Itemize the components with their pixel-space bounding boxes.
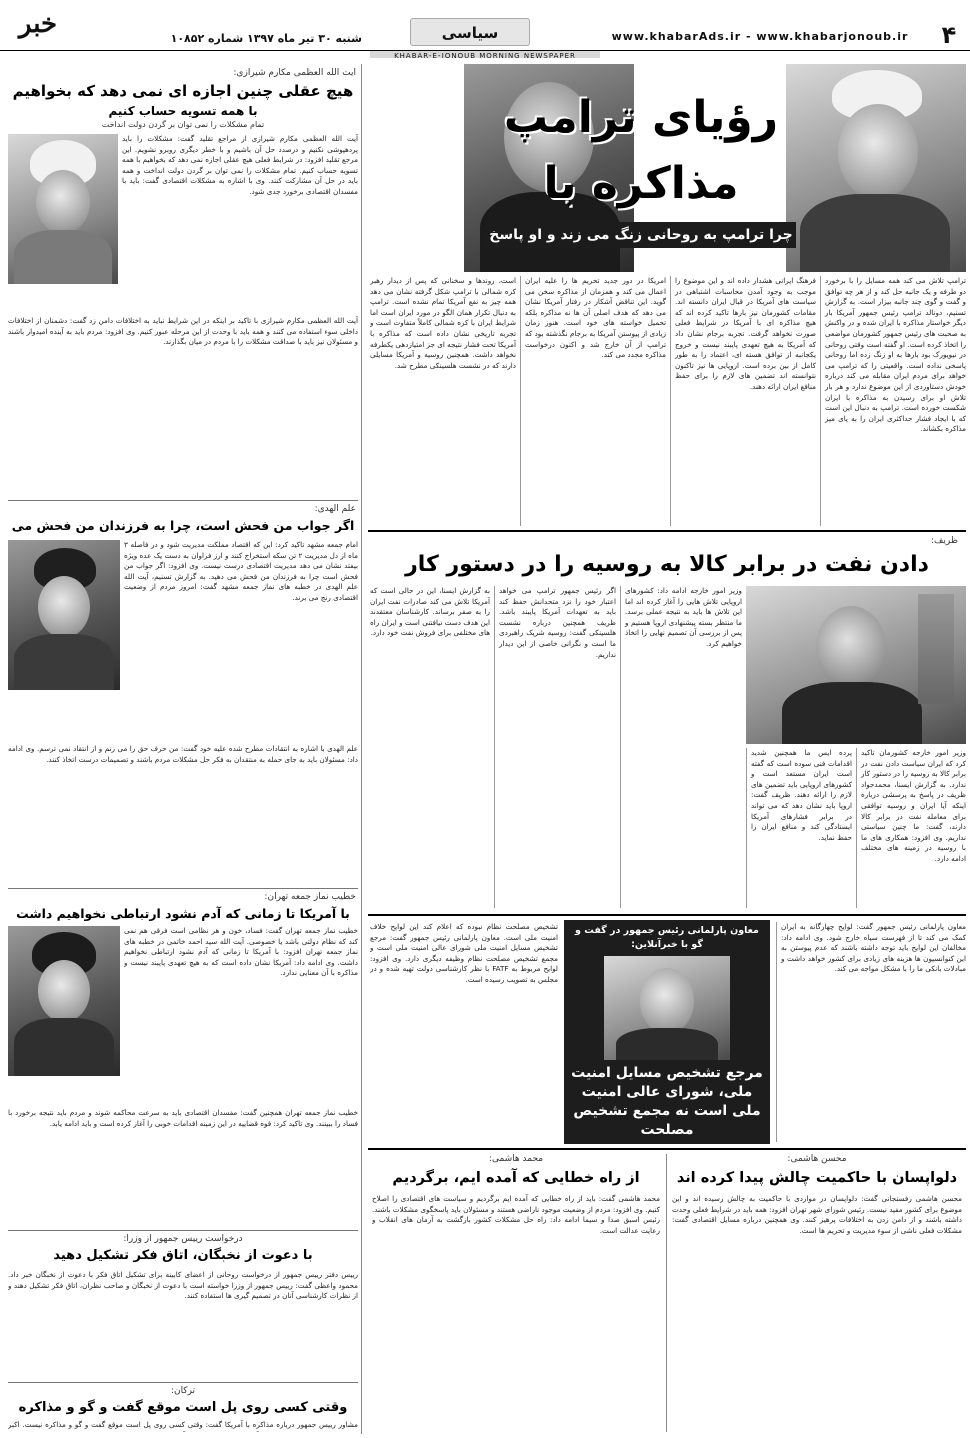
khatami-body-2: خطیب نماز جمعه تهران همچنین گفت: مفسدان اقتصادی باید به سرعت محاکمه شوند و مردم باید نتیجه برخورد با فساد را ببینند. وی تاکید کرد: قوه قضاییه در این زمینه اقدامات خوبی را آغاز کرده است و باید ادامه یابد. bbox=[8, 1108, 358, 1128]
khatami-body: خطیب نماز جمعه تهران گفت: فساد، خون و هر نظامی است فرقی هم نمی کند که نظام دولتی باشد یا خصوصی. آیت الله سید احمد خاتمی در خطبه های نماز جمعه تهران افزود: با آمریکا تا زمانی که آدم نشود ارتباطی نخواهیم داشت. وی ادامه داد: آمریکا نشان داده است که به هیچ تعهدی پایبند نیست و مذاکره با آن معنایی ندارد. bbox=[124, 926, 358, 978]
vahidi-caption: مرجع تشخیص مسایل امنیت ملی، شورای عالی امنیت ملی است نه مجمع تشخیص مصلحت bbox=[571, 1065, 763, 1138]
mohsen-hashemi-body: محسن هاشمی رفسنجانی گفت: دلواپسان در مواردی با حاکمیت به چالش رسیده اند و این موضوع برای کشور مفید نیست. رئیس شورای شهر تهران افزود: همه باید در شرایط فعلی وحدت داشته باشند و از دامن زدن به اختلافات پرهیز کنند. وی همچنین درباره مسایل اقتصادی گفت: مشکلات فعلی ناشی از سوء مدیریت و تحریم ها است. bbox=[672, 1194, 962, 1235]
lead-col-3: امریکا در دور جدید تحریم ها را علیه ایران اعمال می کند و همزمان از مذاکره سخن می گوید. این تناقض آشکار در رفتار آمریکا نشان می دهد که هدف اصلی آن ها نه مذاکره بلکه تحمیل خواسته های خود است. هنوز زمان زیادی از پیوستن آمریکا به برجام نگذشته بود که ترامپ از آن خارج شد و اکنون درخواست مذاکره مجدد می کند. bbox=[520, 276, 666, 526]
masthead bbox=[0, 0, 970, 58]
makarem-headline: هیچ عقلی چنین اجازه ای نمی دهد که بخواهیم bbox=[12, 82, 354, 100]
mohsen-hashemi-story bbox=[668, 1150, 966, 1434]
lead-col-2: فرهنگ ایرانی هشدار داده اند و این موضوع را موجب به وجود آمدن محاسبات اشتباهی در سیاست های آمریکا در قبال ایران دانسته اند. مقامات کشورمان نیز بارها تاکید کرده اند که هیچ مذاکره ای با آمریکا در شرایط فعلی صورت نخواهد گرفت. تجربه برجام نشان داد که آمریکا به هیچ تعهدی پایبند نیست و خروج یکجانبه از توافق هسته ای، اعتماد را به طور کامل از بین برده است. اروپایی ها نیز تاکنون نتوانسته اند تضمین های لازم را برای حفظ منافع ایران ارائه دهند. bbox=[670, 276, 816, 526]
lead-col-1: ترامپ تلاش می کند همه مسایل را با برخورد دو طرفه و یک جانبه حل کند و از هر چه توافق و گفت و گوی چند جانبه بیزار است. به گزارش تسنیم، دونالد ترامپ رئیس جمهور آمریکا بار دیگر خواستار مذاکره با ایران شده و در واکنش به صحبت های رئیس جمهور کشورمان مواضعی را اتخاذ کرده است. او گفته است وقتی روحانی در نیویورک بود بارها به او زنگ زده اما روحانی پاسخی نداده است. واقعیتی را که ترامپ می خواهد برای مردم ایران مقابله می کند درباره خودش دستاوردی از این موضوع ندارد و هر بار تلاش او برای رسیدن به مذاکره با ایران شکست خورده است. ترامپ به دنبال این است که با ایجاد فشار حداکثری ایران را به پای میز مذاکره بکشاند. bbox=[820, 276, 966, 526]
makarem-photo bbox=[8, 134, 118, 284]
column-divider bbox=[666, 1154, 667, 1432]
divider bbox=[8, 888, 358, 889]
vahidi-feature-box bbox=[564, 920, 770, 1144]
nokhbegan-body: رییس دفتر رییس جمهور از درخواست روحانی از اعضای کابینه برای تشکیل اتاق فکر با دعوت از نخبگان خبر داد. محمود واعظی گفت: رییس جمهور از وزرا خواسته است با دعوت از نخبگان و صاحب نظران، اتاق فکر تشکیل دهند و از نظرات کارشناسی آنان در تصمیم گیری ها استفاده کنند. bbox=[8, 1270, 358, 1301]
zarif-headline: دادن نفت در برابر کالا به روسیه را در دستور کار bbox=[405, 552, 929, 577]
alamolhoda-headline: اگر جواب من فحش است، چرا به فرزندان من فحش می bbox=[11, 518, 355, 533]
zarif-story bbox=[368, 530, 966, 910]
lead-banner bbox=[368, 64, 966, 272]
bottom-stories bbox=[368, 1148, 966, 1434]
nokhbegan-headline: با دعوت از نخبگان، اتاق فکر تشکیل دهید bbox=[53, 1248, 313, 1263]
page-number: ۴ bbox=[941, 21, 957, 49]
vahidi-col-left: تشخیص مصلحت نظام نبوده که اعلام کند این لوایح خلاف امنیت ملی است. معاون پارلمانی رئیس جمهور گفت: مرجع تشخیص مسایل امنیت ملی شورای عالی امنیت ملی است و مجمع تشخیص مصلحت نظام وظیفه دیگری دارد. وی افزود: لوایح مربوط به FATF با نظر کارشناسی دولت تهیه شده و در مجلس به تصویب رسیده است. bbox=[370, 922, 558, 984]
zarif-col-2: پرده ایس ما همچنین شدید اقدامات فنی سوده است که گفته است ایران مستعد است و کشورهای اروپایی باید تضمین های لازم را ارائه دهند. ظریف گفت: اروپا باید نشان دهد که می تواند در برابر فشارهای آمریکا ایستادگی کند و منافع ایران را حفظ نماید. bbox=[746, 748, 852, 908]
divider bbox=[8, 500, 358, 501]
mohsen-hashemi-headline: دلواپسان با حاکمیت چالش پیدا کرده اند bbox=[676, 1170, 958, 1186]
rouhani-photo bbox=[786, 64, 966, 272]
alamolhoda-kicker: علم الهدی: bbox=[314, 504, 356, 514]
zarif-col-5: به گزارش ایسنا، این در حالی است که آمریکا تلاش می کند صادرات نفت ایران را به صفر برساند. کارشناسان معتقدند این هدف دست نیافتنی است و ایران راه های مختلفی برای فروش نفت خود دارد. bbox=[370, 586, 490, 638]
mohammad-hashemi-body: محمد هاشمی گفت: باید از راه خطایی که آمده ایم برگردیم و سیاست های اقتصادی را اصلاح کنیم. وی افزود: مردم از وضعیت موجود ناراضی هستند و مسئولان باید پاسخگوی مشکلات باشند. رئیس اسبق صدا و سیما ادامه داد: راه حل مشکلات کشور بازگشت به آرمان های انقلاب و رعایت عدالت است. bbox=[372, 1194, 660, 1235]
khatami-headline: با آمریکا تا زمانی که آدم نشود ارتباطی نخواهیم داشت bbox=[16, 906, 350, 921]
website-url: www.khabarAds.ir - www.khabarjonoub.ir bbox=[611, 30, 909, 43]
mohammad-hashemi-headline: از راه خطایی که آمده ایم، برگردیم bbox=[392, 1170, 640, 1186]
zarif-photo bbox=[746, 586, 966, 744]
banner-strip: KHABAR-E-JONOUB MORNING NEWSPAPER bbox=[370, 51, 600, 58]
alamolhoda-body: امام جمعه مشهد تاکید کرد: این که اقتصاد مملکت مدیریت شود و در فاصله ۳ ماه از دل مدیریت ۲ تن سکه استخراج کنند و ارز فراوان به دست یک عده ویژه بیفتد نشان می دهد مدیریت اقتصادی درست نیست. وی افزود: اگر جواب من فحش است چرا به فرزندان من فحش می دهید. به گزارش تسنیم، آیت الله علم الهدی در خطبه های نماز جمعه مشهد گفت: امروز مردم از وضعیت اقتصادی رنج می برند. bbox=[124, 540, 358, 602]
lead-story bbox=[368, 64, 966, 526]
date-line: شنبه ۳۰ تیر ماه ۱۳۹۷ شماره ۱۰۸۵۲ bbox=[170, 32, 362, 45]
zarif-col-4: اگر رئیس جمهور ترامپ می خواهد اعتبار خود را نزد متحدانش حفظ کند باید به تعهدات آمریکا پایبند باشد. ظریف همچنین درباره نشست هلسینکی گفت: روسیه شریک راهبردی ما است و نگرانی خاصی از این دیدار نداریم. bbox=[494, 586, 616, 908]
mohammad-hashemi-kicker: محمد هاشمی: bbox=[488, 1154, 544, 1164]
vahidi-photo bbox=[604, 956, 730, 1060]
sidebar bbox=[4, 64, 362, 1434]
vahidi-interview bbox=[368, 914, 966, 1144]
zarif-kicker: ظریف: bbox=[931, 536, 958, 546]
newspaper-logo: خبر bbox=[18, 9, 58, 39]
makarem-headline-2: با همه تسویه حساب کنیم bbox=[108, 104, 258, 118]
makarem-body-2: آیت الله العظمی مکارم شیرازی با تاکید بر اینکه در این شرایط نباید به اختلافات دامن زد گفت: دشمنان از اختلافات داخلی سوء استفاده می کنند و همه باید با وحدت از این مرحله عبور کنیم. وی افزود: مردم باید به آینده امیدوار باشند و مسئولان نیز باید با صداقت مشکلات را با مردم در میان بگذارند. bbox=[8, 316, 358, 347]
makarem-body: آیت الله العظمی مکارم شیرازی از مراجع تقلید گفت: مشکلات را باید پردهپوشی نکنیم و درصدد حل آن باشیم و با خطر دیگری روبرو نشویم. این مرجع تقلید افزود: در شرایط فعلی هیچ عقلی اجازه نمی دهد که بخواهیم با همه تسویه حساب کنیم. تمام مشکلات را نمی توان بر گردن دولت انداخت و همه باید در حل آن مشارکت کنند. وی با اشاره به مشکلات اقتصادی گفت: باید با مفسدان اقتصادی برخورد جدی شود. bbox=[122, 134, 358, 196]
divider bbox=[8, 1382, 358, 1383]
lead-subhead: چرا ترامپ به روحانی زنگ می زند و او پاسخ bbox=[486, 222, 796, 248]
mohsen-hashemi-kicker: محسن هاشمی: bbox=[787, 1154, 847, 1164]
makarem-kicker: آیت الله العظمی مکارم شیرازی: bbox=[233, 68, 356, 78]
torkan-kicker: ترکان: bbox=[170, 1386, 196, 1396]
lead-col-4: است، روندها و سخنانی که پس از دیدار رهبر کره شمالی با ترامپ شکل گرفته نشان می دهد همه چیز به نفع آمریکا تمام نشده است. ترامپ به دنبال تکرار همان الگو در مورد ایران است اما شرایط ایران با کره شمالی کاملاً متفاوت است و تجربه تاریخی نشان داده است که مذاکره با آمریکا تحت فشار نتیجه ای جز امتیازدهی یکطرفه نخواهد داشت. همچنین روسیه و آمریکا مسایلی دارند که در نشست هلسینکی مطرح شد. bbox=[370, 276, 516, 370]
alamolhoda-body-2: علم الهدی با اشاره به انتقادات مطرح شده علیه خود گفت: من حرف حق را می زنم و از انتقاد نمی ترسم. وی ادامه داد: مسئولان باید به جای حمله به منتقدان به فکر حل مشکلات مردم باشند و تصمیمات درست اتخاذ کنند. bbox=[8, 744, 358, 764]
section-title: سیاسی bbox=[410, 18, 530, 46]
vahidi-col-right: معاون پارلمانی رئیس جمهور گفت: لوایح چهارگانه به ایران کمک می کند تا از فهرست سیاه خارج شود. وی ادامه داد: مخالفان این لوایح باید توجه داشته باشند که عدم پیوستن به این کنوانسیون ها هزینه های زیادی برای کشور خواهد داشت و مبادلات بانکی ما را با مشکل مواجه می کند. bbox=[776, 922, 966, 1142]
torkan-body: مشاور رییس جمهور درباره مذاکره با آمریکا گفت: وقتی کسی روی پل است موقع گفت و گو و مذاکره نیست. اکبر bbox=[8, 1420, 358, 1429]
alamolhoda-photo bbox=[8, 540, 120, 690]
lead-headline-line-2: مذاکره با bbox=[543, 158, 739, 209]
khatami-kicker: خطیب نماز جمعه تهران: bbox=[264, 892, 356, 902]
divider bbox=[8, 1230, 358, 1231]
mohammad-hashemi-story bbox=[368, 1150, 664, 1434]
lead-headline-line-1: رؤیای ترامپ bbox=[503, 92, 779, 143]
torkan-headline: وقتی کسی روی پل است موقع گفت و گو و مذاکره bbox=[18, 1400, 348, 1415]
nokhbegan-kicker: درخواست رییس جمهور از وزرا: bbox=[123, 1234, 243, 1244]
khatami-photo bbox=[8, 926, 120, 1076]
zarif-col-1: وزیر امور خارجه کشورمان تاکید کرد که ایران سیاست دادن نفت در برابر کالا به روسیه را در دستور کار ندارد. به گزارش ایسنا، محمدجواد ظریف در پاسخ به پرسشی درباره اینکه آیا ایران و روسیه توافقی برای معامله نفت در برابر کالا دارند، گفت: ما چنین سیاستی نداریم. وی افزود: همکاری های ما با روسیه در زمینه های مختلف ادامه دارد. bbox=[856, 748, 966, 908]
makarem-subhead: تمام مشکلات را نمی توان بر گردن دولت انداخت bbox=[101, 120, 265, 129]
vahidi-kicker: معاون پارلمانی رئیس جمهور در گفت و گو با خبرآنلاین: bbox=[575, 925, 759, 950]
zarif-col-3: وزیر امور خارجه ادامه داد: کشورهای اروپایی تلاش هایی را آغاز کرده اند اما این تلاش ها باید به نتیجه عملی برسد. ما منتظر بسته پیشنهادی اروپا هستیم و پس از بررسی آن تصمیم نهایی را اتخاذ خواهیم کرد. bbox=[620, 586, 742, 908]
